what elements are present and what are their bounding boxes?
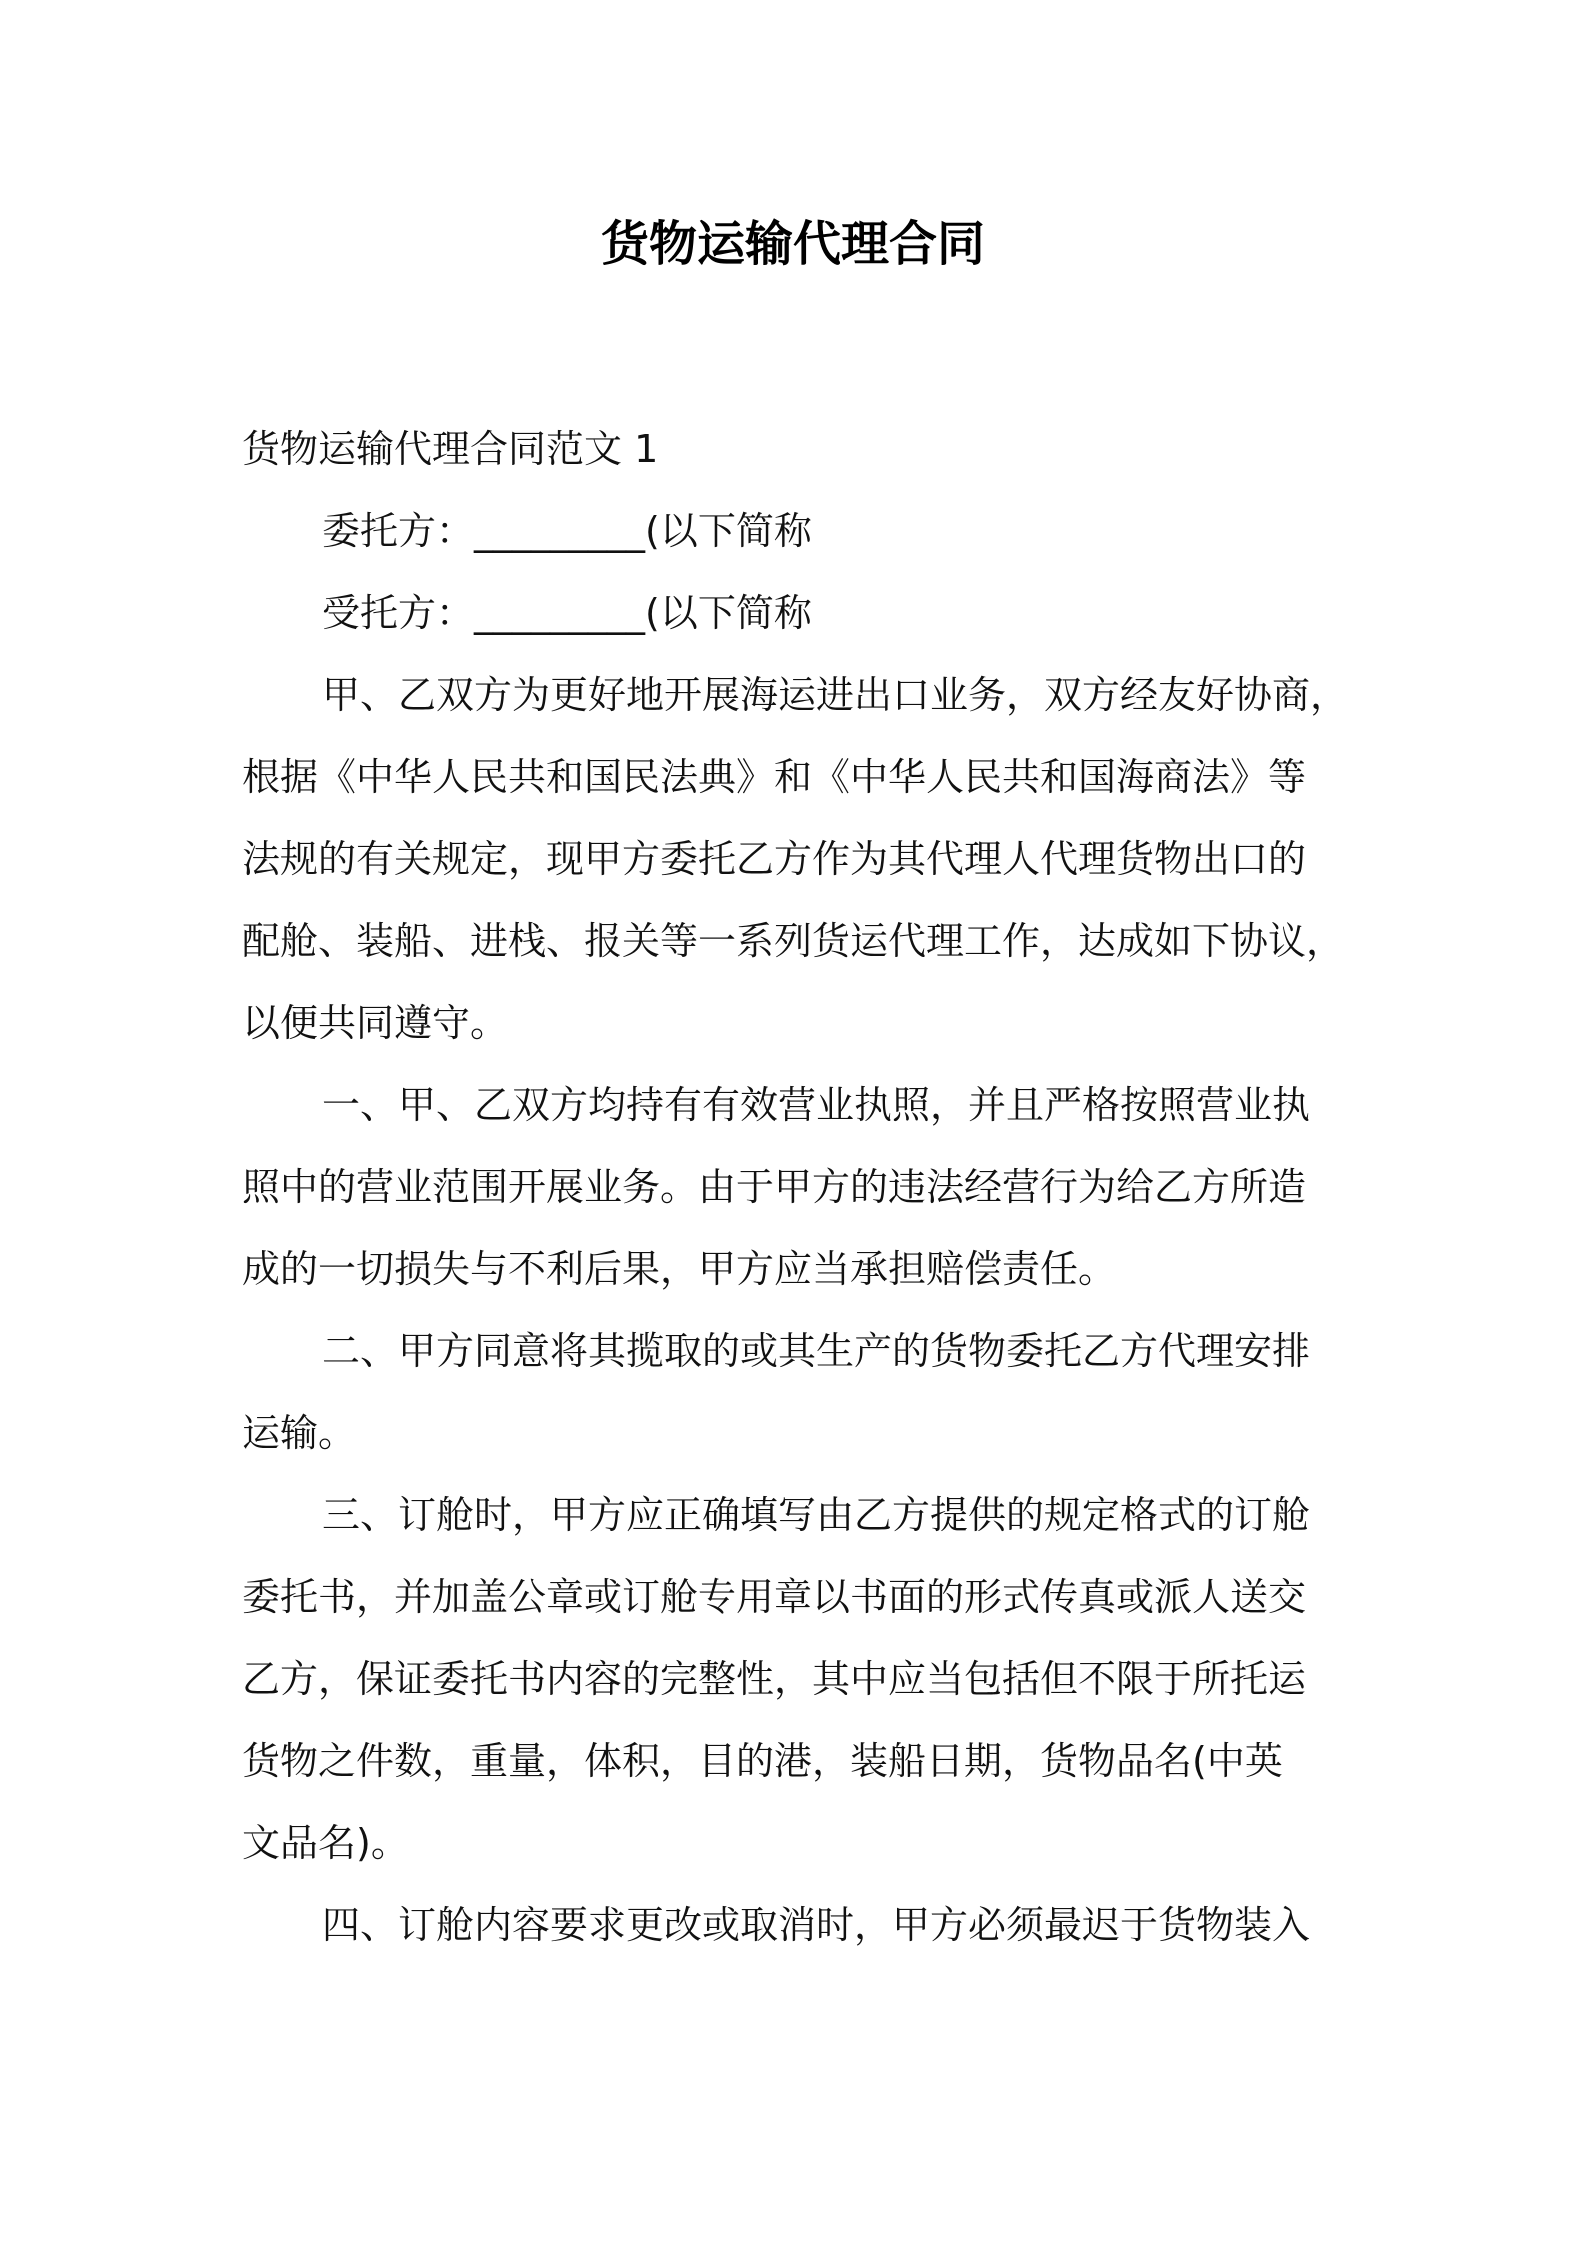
party-agent: 受托方：_________(以下简称: [322, 591, 812, 635]
paragraph-line: 委托书，并加盖公章或订舱专用章以书面的形式传真或派人送交: [242, 1575, 1307, 1619]
paragraph-line: 二、甲方同意将其揽取的或其生产的货物委托乙方代理安排: [322, 1329, 1311, 1373]
paragraph-line: 一、甲、乙双方均持有有效营业执照，并且严格按照营业执: [322, 1083, 1311, 1127]
paragraph-line: 根据《中华人民共和国民法典》和《中华人民共和国海商法》等: [242, 755, 1307, 799]
party-principal: 委托方：_________(以下简称: [322, 509, 812, 553]
paragraph-clause-1: [242, 1064, 1354, 1310]
paragraph-clause-3: [242, 1474, 1354, 1884]
paragraph-line: 货物之件数，重量，体积，目的港，装船日期，货物品名(中英: [242, 1739, 1283, 1783]
paragraph-line: 文品名)。: [242, 1821, 409, 1865]
paragraph-preamble: [242, 654, 1354, 1064]
paragraph-line: 照中的营业范围开展业务。由于甲方的违法经营行为给乙方所造: [242, 1165, 1307, 1209]
paragraph-line: 成的一切损失与不利后果，甲方应当承担赔偿责任。: [242, 1247, 1117, 1291]
paragraph-line: 四、订舱内容要求更改或取消时，甲方必须最迟于货物装入: [322, 1903, 1311, 1947]
document-title: 货物运输代理合同: [600, 216, 985, 272]
paragraph-line: 甲、乙双方为更好地开展海运进出口业务，双方经友好协商，: [322, 673, 1349, 717]
paragraph-line: 乙方，保证委托书内容的完整性，其中应当包括但不限于所托运: [242, 1657, 1307, 1701]
paragraph-line: 三、订舱时，甲方应正确填写由乙方提供的规定格式的订舱: [322, 1493, 1311, 1537]
paragraph-clause-2: [242, 1310, 1354, 1474]
document-subtitle: 货物运输代理合同范文 1: [242, 427, 659, 471]
document-body: [242, 408, 1354, 1966]
paragraph-line: 以便共同遵守。: [242, 1001, 509, 1045]
paragraph-clause-4: [242, 1884, 1354, 1966]
paragraph-line: 法规的有关规定，现甲方委托乙方作为其代理人代理货物出口的: [242, 837, 1307, 881]
paragraph-line: 配舱、装船、进栈、报关等一系列货运代理工作，达成如下协议，: [242, 919, 1345, 963]
paragraph-line: 运输。: [242, 1411, 357, 1455]
